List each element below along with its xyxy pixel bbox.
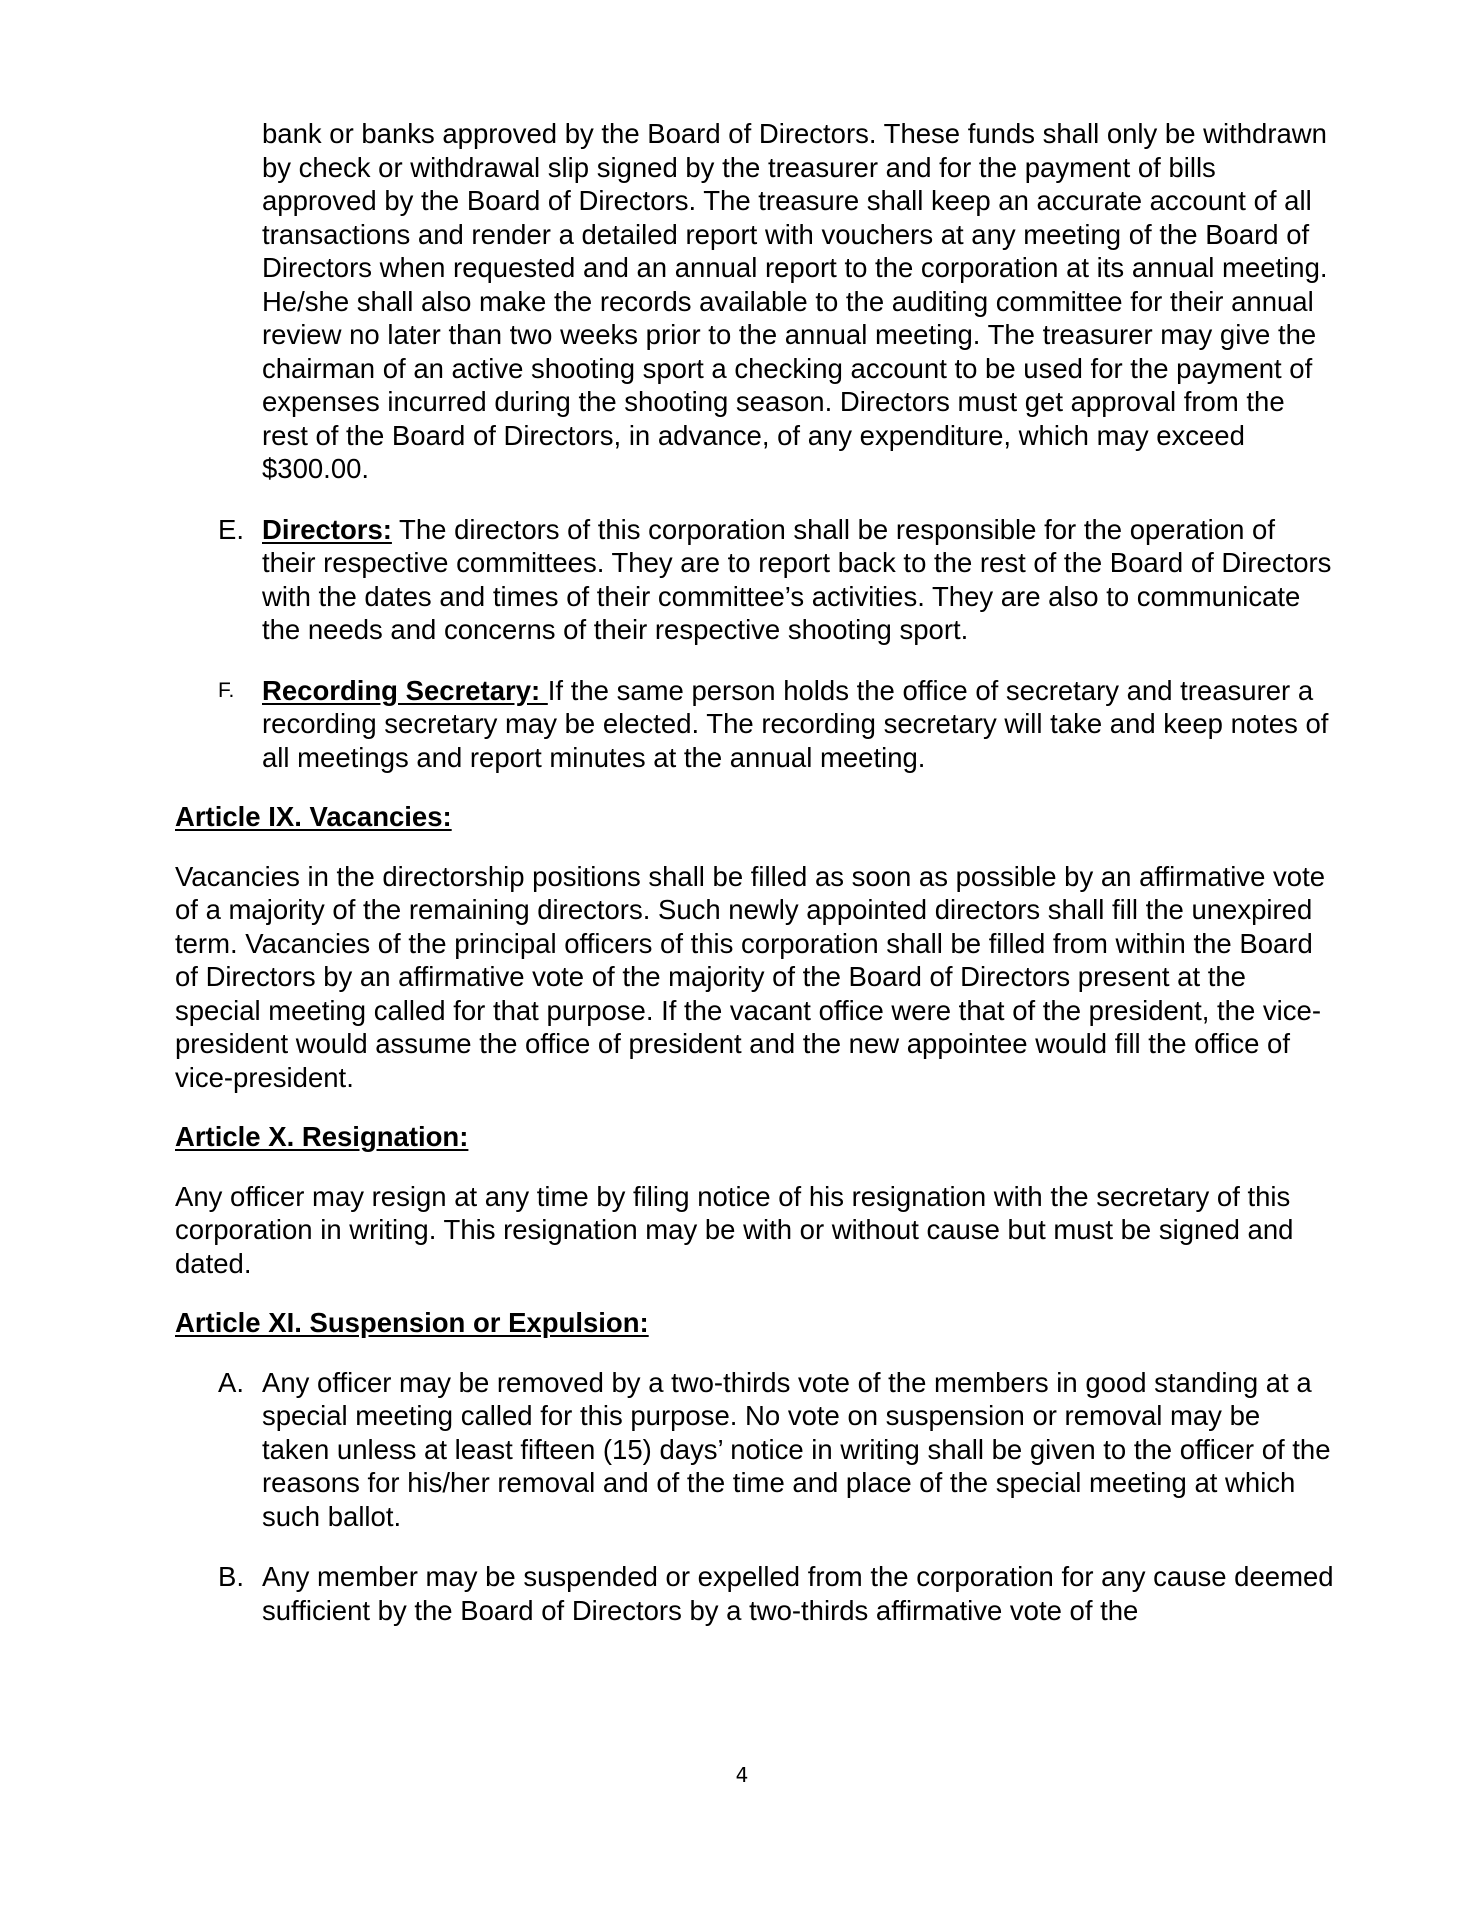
article-ix-heading: Article IX. Vacancies:	[175, 801, 452, 832]
page-number: 4	[735, 1763, 749, 1787]
list-item-officer-removal	[175, 1366, 1335, 1534]
recording-secretary-text: If the same person holds the office of secretary and treasurer a recording secretary may be elected. The recording secretary will take and keep notes of all meetings and report minutes at the annual meeting.	[262, 674, 1329, 773]
list-marker: F.	[218, 678, 235, 702]
directors-paragraph	[262, 513, 1335, 647]
directors-title: Directors:	[262, 513, 392, 545]
member-suspension-paragraph: Any member may be suspended or expelled from the corporation for any cause deemed sufficient by the Board of Directors by a two-thirds affirmative vote of the	[262, 1561, 1334, 1626]
article-xi-heading: Article XI. Suspension or Expulsion:	[175, 1307, 649, 1338]
treasurer-continued-paragraph: bank or banks approved by the Board of Directors. These funds shall only be withdrawn by check or withdrawal slip signed by the treasurer and for the payment of bills approved by the Board of Directors. The treasure shall keep an accurate account of all transactions and render a detailed report with vouchers at any meeting of the Board of Directors when requested and an annual report to the corporation at its annual meeting. He/she shall also make the records available to the auditing committee for their annual review no later than two weeks prior to the annual meeting. The treasurer may give the chairman of an active shooting sport a checking account to be used for the payment of expenses incurred during the shooting season. Directors must get approval from the rest of the Board of Directors, in advance, of any expenditure, which may exceed $300.00.	[262, 118, 1328, 484]
list-item-member-suspension	[175, 1560, 1335, 1627]
document-body	[175, 117, 1335, 1627]
list-item-recording-secretary	[175, 674, 1335, 775]
officer-removal-paragraph: Any officer may be removed by a two-thirds vote of the members in good standing at a special meeting called for this purpose. No vote on suspension or removal may be taken unless at least fifteen (15) days’ notice in writing shall be given to the officer of the reasons for his/her removal and of the time and place of the special meeting at which such ballot.	[262, 1366, 1331, 1532]
list-marker: E.	[218, 513, 244, 545]
article-x-heading: Article X. Resignation:	[175, 1121, 469, 1152]
directors-text: The directors of this corporation shall be responsible for the operation of their respective committees. They are to report back to the rest of the Board of Directors with the dates and times of their committee’s activities. They are also to communicate the needs and concerns of their respective shooting sport.	[262, 513, 1332, 645]
article-ix-paragraph: Vacancies in the directorship positions shall be filled as soon as possible by an affirmative vote of a majority of the remaining directors. Such newly appointed directors shall fill the unexpired term. Vacancies of the principal officers of this corporation shall be filled from within the Board of Directors by an affirmative vote of the majority of the Board of Directors present at the special meeting called for that purpose. If the vacant office were that of the president, the vice-president would assume the office of president and the new appointee would fill the office of vice-president.	[175, 860, 1326, 1093]
recording-secretary-paragraph	[262, 674, 1335, 775]
recording-secretary-title: Recording Secretary:	[262, 674, 548, 706]
list-item-directors	[175, 513, 1335, 647]
list-marker: B.	[218, 1561, 244, 1592]
list-marker: A.	[218, 1366, 244, 1398]
article-x-paragraph: Any officer may resign at any time by filing notice of his resignation with the secretary of this corporation in writing. This resignation may be with or without cause but must be signed and dated.	[175, 1180, 1294, 1279]
